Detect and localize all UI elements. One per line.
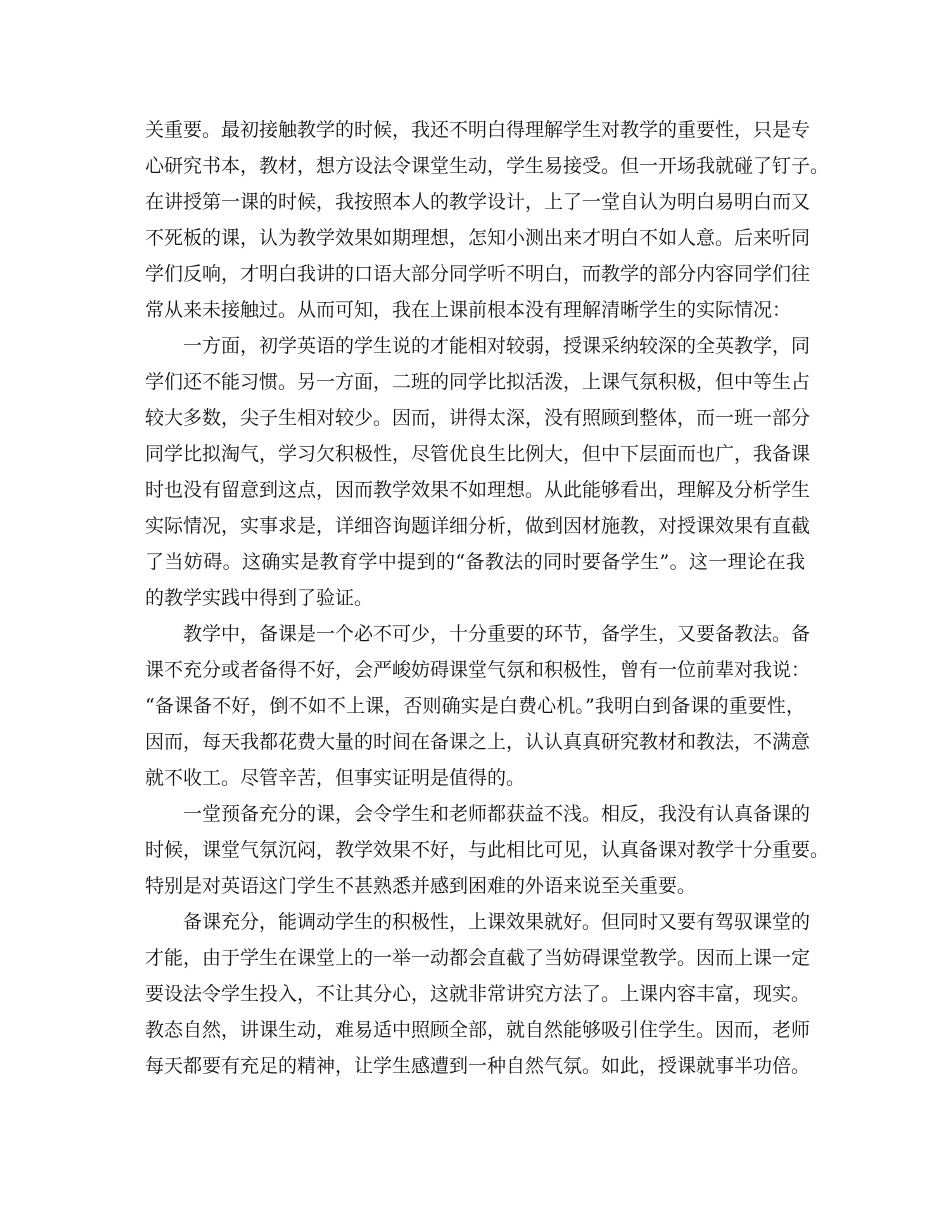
text-line: 常从来未接触过。从而可知，我在上课前根本没有理解清晰学生的实际情况：	[145, 299, 792, 321]
text-line: 教态自然，讲课生动，难易适中照顾全部，就自然能够吸引住学生。因而，老师	[145, 1019, 811, 1041]
text-line: 心研究书本，教材，想方设法令课堂生动，学生易接受。但一开场我就碰了钉子。	[145, 155, 830, 177]
text-line: 备课充分，能调动学生的积极性，上课效果就好。但同时又要有驾驭课堂的	[183, 911, 811, 933]
text-line: 才能，由于学生在课堂上的一举一动都会直截了当妨碍课堂教学。因而上课一定	[145, 947, 811, 969]
text-line: 一方面，初学英语的学生说的才能相对较弱，授课采纳较深的全英教学，同	[183, 335, 811, 357]
document-body	[145, 112, 830, 1084]
text-line: 了当妨碍。这确实是教育学中提到的“备教法的同时要备学生”。这一理论在我	[145, 551, 805, 573]
text-line: 学们还不能习惯。另一方面，二班的同学比拟活泼，上课气氛积极，但中等生占	[145, 371, 811, 393]
text-line: 实际情况，实事求是，详细咨询题详细分析，做到因材施教，对授课效果有直截	[145, 515, 811, 537]
text-line: 的教学实践中得到了验证。	[145, 587, 374, 609]
text-line: 因而，每天我都花费大量的时间在备课之上，认认真真研究教材和教法，不满意	[145, 731, 811, 753]
paragraph-4	[145, 796, 830, 904]
text-line: 每天都要有充足的精神，让学生感遭到一种自然气氛。如此，授课就事半功倍。	[145, 1055, 811, 1077]
text-line: 就不收工。尽管辛苦，但事实证明是值得的。	[145, 767, 526, 789]
text-line: 在讲授第一课的时候，我按照本人的教学设计，上了一堂自认为明白易明白而又	[145, 191, 811, 213]
text-line: 特别是对英语这门学生不甚熟悉并感到困难的外语来说至关重要。	[145, 875, 697, 897]
paragraph-3	[145, 616, 811, 796]
text-line: 关重要。最初接触教学的时候，我还不明白得理解学生对教学的重要性，只是专	[145, 119, 811, 141]
text-line: 要设法令学生投入，不让其分心，这就非常讲究方法了。上课内容丰富，现实。	[145, 983, 811, 1005]
text-line: “备课备不好，倒不如不上课，否则确实是白费心机。”我明白到备课的重要性，	[145, 695, 805, 717]
text-line: 课不充分或者备得不好，会严峻妨碍课堂气氛和积极性，曾有一位前辈对我说：	[145, 659, 811, 681]
text-line: 时也没有留意到这点，因而教学效果不如理想。从此能够看出，理解及分析学生	[145, 479, 811, 501]
text-line: 学们反响，才明白我讲的口语大部分同学听不明白，而教学的部分内容同学们往	[145, 263, 811, 285]
text-line: 教学中，备课是一个必不可少，十分重要的环节，备学生，又要备教法。备	[183, 623, 811, 645]
text-line: 不死板的课，认为教学效果如期理想，怎知小测出来才明白不如人意。后来听同	[145, 227, 811, 249]
text-line: 同学比拟淘气，学习欠积极性，尽管优良生比例大，但中下层面而也广，我备课	[145, 443, 811, 465]
text-line: 一堂预备充分的课，会令学生和老师都获益不浅。相反，我没有认真备课的	[183, 803, 811, 825]
paragraph-1	[145, 112, 830, 328]
text-line: 较大多数，尖子生相对较少。因而，讲得太深，没有照顾到整体，而一班一部分	[145, 407, 811, 429]
paragraph-5	[145, 904, 811, 1084]
text-line: 时候，课堂气氛沉闷，教学效果不好，与此相比可见，认真备课对教学十分重要。	[145, 839, 830, 861]
paragraph-2	[145, 328, 811, 616]
